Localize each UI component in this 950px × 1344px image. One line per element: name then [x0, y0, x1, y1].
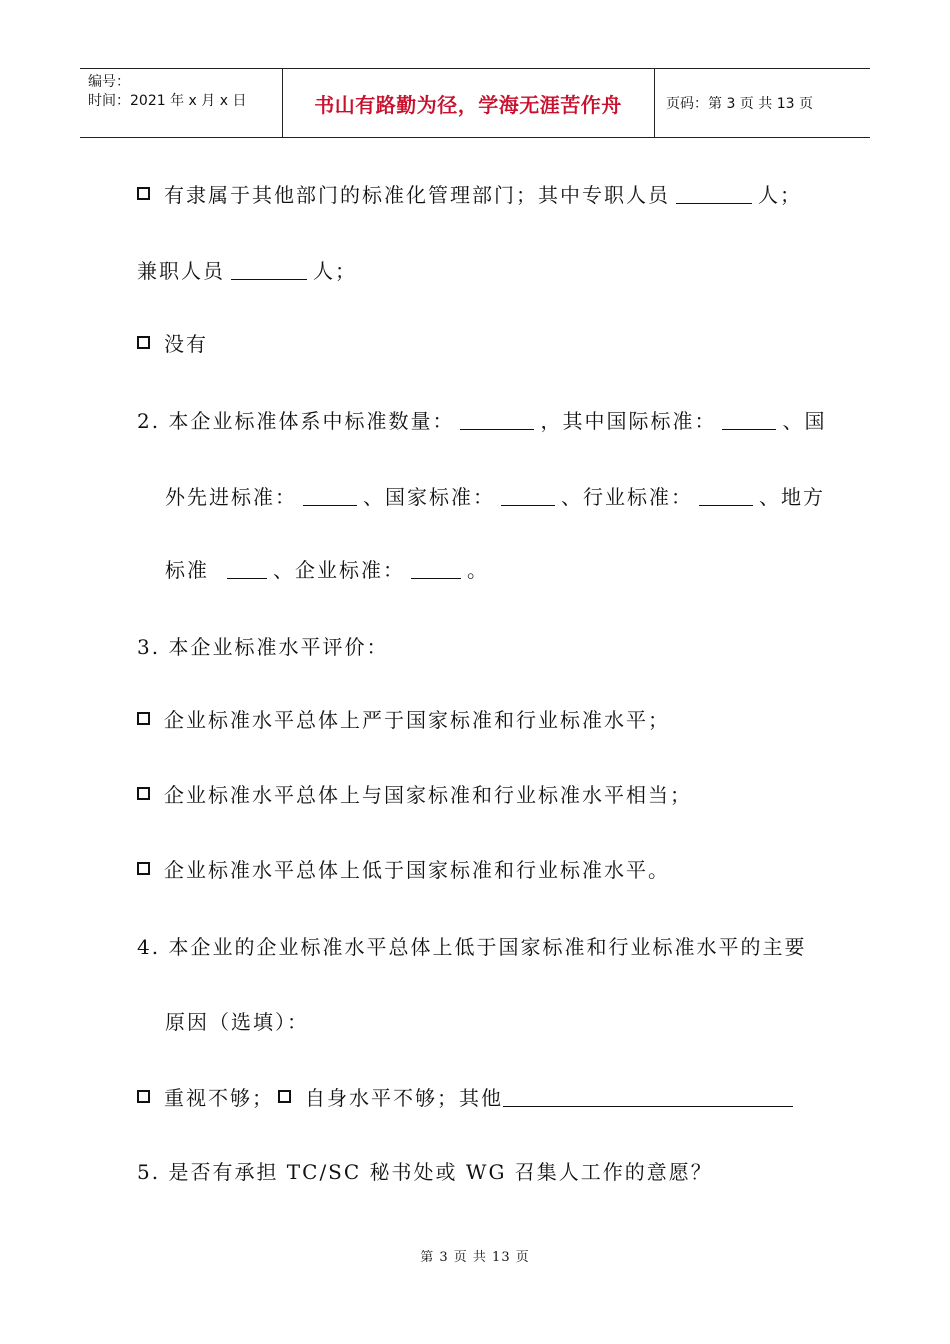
fill-blank[interactable] [501, 485, 555, 506]
checkbox[interactable] [137, 1090, 150, 1103]
text-line [137, 254, 357, 284]
fill-blank[interactable] [227, 558, 267, 579]
option-line [137, 778, 692, 808]
question-text: 4. 本企业的企业标准水平总体上低于国家标准和行业标准水平的主要 [137, 934, 807, 959]
question-line [137, 630, 388, 660]
question-line [137, 404, 826, 434]
option-line [137, 703, 670, 733]
line-text: 兼职人员 [137, 258, 225, 283]
option-text: 企业标准水平总体上严于国家标准和行业标准水平； [164, 707, 670, 732]
question-line [165, 1005, 309, 1035]
question-text: 。 [467, 557, 489, 582]
question-text: 、国 [782, 408, 827, 433]
option-text: 企业标准水平总体上低于国家标准和行业标准水平。 [164, 857, 670, 882]
question-text: 、国家标准： [363, 484, 495, 509]
option-text: 人； [758, 182, 802, 207]
checkbox[interactable] [137, 712, 150, 725]
fill-blank[interactable] [303, 485, 357, 506]
header-divider [654, 69, 655, 137]
fill-blank[interactable] [460, 409, 534, 430]
question-line [165, 553, 489, 583]
date-label: 时间：2021 年 x 月 x 日 [88, 93, 247, 109]
checkbox[interactable] [137, 787, 150, 800]
question-line [165, 480, 825, 510]
option-text: 没有 [164, 331, 208, 356]
fill-blank[interactable] [699, 485, 753, 506]
question-text: 、地方 [759, 484, 825, 509]
checkbox[interactable] [137, 336, 150, 349]
checkbox[interactable] [278, 1090, 291, 1103]
checkbox[interactable] [137, 862, 150, 875]
question-text: ，其中国际标准： [540, 408, 717, 433]
header-meta [88, 73, 246, 111]
fill-blank[interactable] [411, 558, 461, 579]
page-number-label: 页码：第 3 页 共 13 页 [666, 96, 813, 112]
page-header [80, 68, 870, 138]
question-text: 原因（选填）： [165, 1009, 309, 1034]
question-line [137, 930, 806, 960]
question-text: 3. 本企业标准水平评价： [137, 634, 389, 659]
question-text: 外先进标准： [165, 484, 297, 509]
page-footer: 第 3 页 共 13 页 [420, 1250, 530, 1265]
option-line [137, 178, 802, 208]
option-text: 企业标准水平总体上与国家标准和行业标准水平相当； [164, 782, 692, 807]
option-text: 自身水平不够；其他 [305, 1085, 503, 1110]
question-text: 2. 本企业标准体系中标准数量： [137, 408, 455, 433]
option-line [137, 1081, 799, 1111]
question-line [137, 1155, 713, 1185]
option-line [137, 327, 208, 357]
fill-blank[interactable] [231, 259, 307, 280]
line-text: 人； [313, 258, 357, 283]
fill-blank[interactable] [676, 183, 752, 204]
serial-label: 编号： [88, 74, 130, 90]
question-text: 标准 [165, 557, 209, 582]
fill-blank[interactable] [722, 409, 776, 430]
header-motto: 书山有路勤为径，学海无涯苦作舟 [314, 92, 622, 117]
checkbox[interactable] [137, 187, 150, 200]
question-text: 、企业标准： [273, 557, 405, 582]
question-text: 、行业标准： [561, 484, 693, 509]
fill-blank[interactable] [503, 1086, 793, 1107]
option-line [137, 853, 670, 883]
option-text: 重视不够； [164, 1085, 274, 1110]
option-text: 有隶属于其他部门的标准化管理部门；其中专职人员 [164, 182, 670, 207]
question-text: 5. 是否有承担 TC/SC 秘书处或 WG 召集人工作的意愿？ [137, 1159, 713, 1184]
